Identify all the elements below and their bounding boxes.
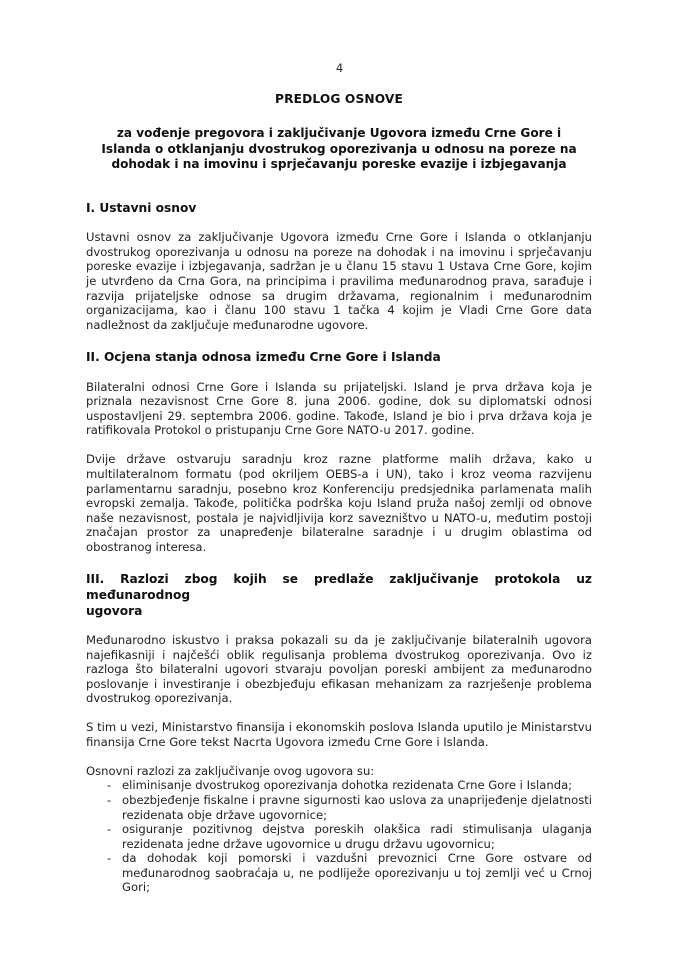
list-item — [86, 822, 592, 851]
section-ii-paragraph-1: Bilateralni odnosi Crne Gore i Islanda su prijateljski. Island je prva država koja je priznala nezavisnost Crne Gore 8. juna 2006. godine, dok su diplomatski odnosi uspostavljeni 29. septembra 2006. godine. Takođe, Island je bio i prva država koja je ratifikovala Protokol o pristupanju Crne Gore NATO-u 2017. godine. — [86, 379, 592, 438]
spacer — [86, 366, 592, 380]
spacer — [86, 554, 592, 572]
spacer — [86, 332, 592, 350]
list-bullet-dash: - — [107, 778, 112, 793]
spacer — [86, 438, 592, 453]
list-bullet-dash: - — [107, 851, 112, 866]
list-item-label: da dohodak koji pomorski i vazdušni prevoznici Crne Gore ostvare od međunarodnog saobraćaja u, ne podliježe oporezivanju u toj zemlji već u Crnoj Gori; — [122, 851, 592, 895]
spacer — [86, 749, 592, 764]
spacer — [86, 619, 592, 633]
reasons-list-intro: Osnovni razlozi za zaključivanje ovog ugovora su: — [86, 763, 375, 778]
section-heading-iii — [86, 572, 592, 619]
spacer — [86, 706, 592, 721]
page-number: 4 — [335, 61, 344, 75]
section-iii-paragraph-2: S tim u vezi, Ministarstvo finansija i ekonomskih poslova Islanda uputilo je Ministarstvu finansija Crne Gore tekst Nacrta Ugovora između Crne Gore i Islanda. — [86, 720, 592, 749]
list-item — [86, 793, 592, 822]
reasons-list — [86, 778, 592, 894]
list-item — [86, 778, 592, 793]
document-content — [86, 92, 592, 895]
list-bullet-dash: - — [107, 822, 112, 837]
section-i-paragraph: Ustavni osnov za zaključivanje Ugovora između Crne Gore i Islanda o otklanjanju dvostrukog oporezivanja u odnosu na poreze na dohodak i na imovinu i sprječavanju poreske evazije i izbjegavanja, sadržan je u članu 15 stavu 1 Ustava Crne Gore, kojim je utvrđeno da Crna Gora, na principima i pravilima međunarodnog prava, sarađuje i razvija prijateljske odnose sa drugim državama, regionalnim i međunarodnim organizacijama, kao i članu 100 stavu 1 tačka 4 kojim je Vladi Crne Gore data nadležnost da zaključuje međunarodne ugovore. — [86, 230, 592, 332]
list-item — [86, 851, 592, 895]
section-iii-paragraph-1: Međunarodno iskustvo i praksa pokazali su da je zaključivanje bilateralnih ugovora najefikasniji i najčešći oblik regulisanja problema dvostrukog oporezivanja. Ovo iz razloga što bilateralni ugovori stvaraju povoljan poreski ambijent za međunarodno poslovanje i investiranje i obezbjeđuju efikasan mehanizam za razrješenje problema dvostrukog oporezivanja. — [86, 633, 592, 706]
spacer — [86, 216, 592, 230]
list-item-label: obezbjeđenje fiskalne i pravne sigurnosti kao uslova za unaprijeđenje djelatnosti rezidenata obje države ugovornice; — [122, 793, 592, 822]
section-heading-ii: II. Ocjena stanja odnosa između Crne Gore i Islanda — [86, 350, 441, 365]
spacer — [86, 173, 592, 201]
list-item-label: osiguranje pozitivnog dejstva poreskih olakšica radi stimulisanja ulaganja rezidenata jedne države ugovornice u drugu državu ugovornicu; — [122, 822, 592, 851]
section-heading-iii-line-1: III. Razlozi zbog kojih se predlaže zaključivanje protokola uz međunarodnog — [86, 572, 592, 602]
section-heading-i: I. Ustavni osnov — [86, 200, 197, 215]
section-ii-paragraph-2: Dvije države ostvaruju saradnju kroz razne platforme malih država, kako u multilateralnom formatu (pod okriljem OEBS-a i UN), tako i kroz veoma razvijenu parlamentarnu saradnju, posebno kroz Konferenciju predsjednika parlamenata malih evropski zemalja. Takođe, politička podrška koju Island pruža našoj zemlji od obnove naše nezavisnost, postala je najvidljivija korz savezništvo u NATO-u, međutim postoji značajan prostor za unapređenje bilateralne saradnje i u drugim oblastima od obostranog interesa. — [86, 452, 592, 554]
list-bullet-dash: - — [107, 793, 112, 808]
document-subtitle: za vođenje pregovora i zaključivanje Ugovora između Crne Gore i Islanda o otklanjanju dvostrukog oporezivanja u odnosu na poreze na dohodak i na imovinu i sprječavanju poreske evazije i izbjegavanja — [101, 126, 577, 172]
section-heading-iii-line-2: ugovora — [86, 603, 143, 618]
document-title: PREDLOG OSNOVE — [275, 92, 403, 106]
list-item-label: eliminisanje dvostrukog oporezivanja dohotka rezidenata Crne Gore i Islanda; — [122, 778, 573, 793]
